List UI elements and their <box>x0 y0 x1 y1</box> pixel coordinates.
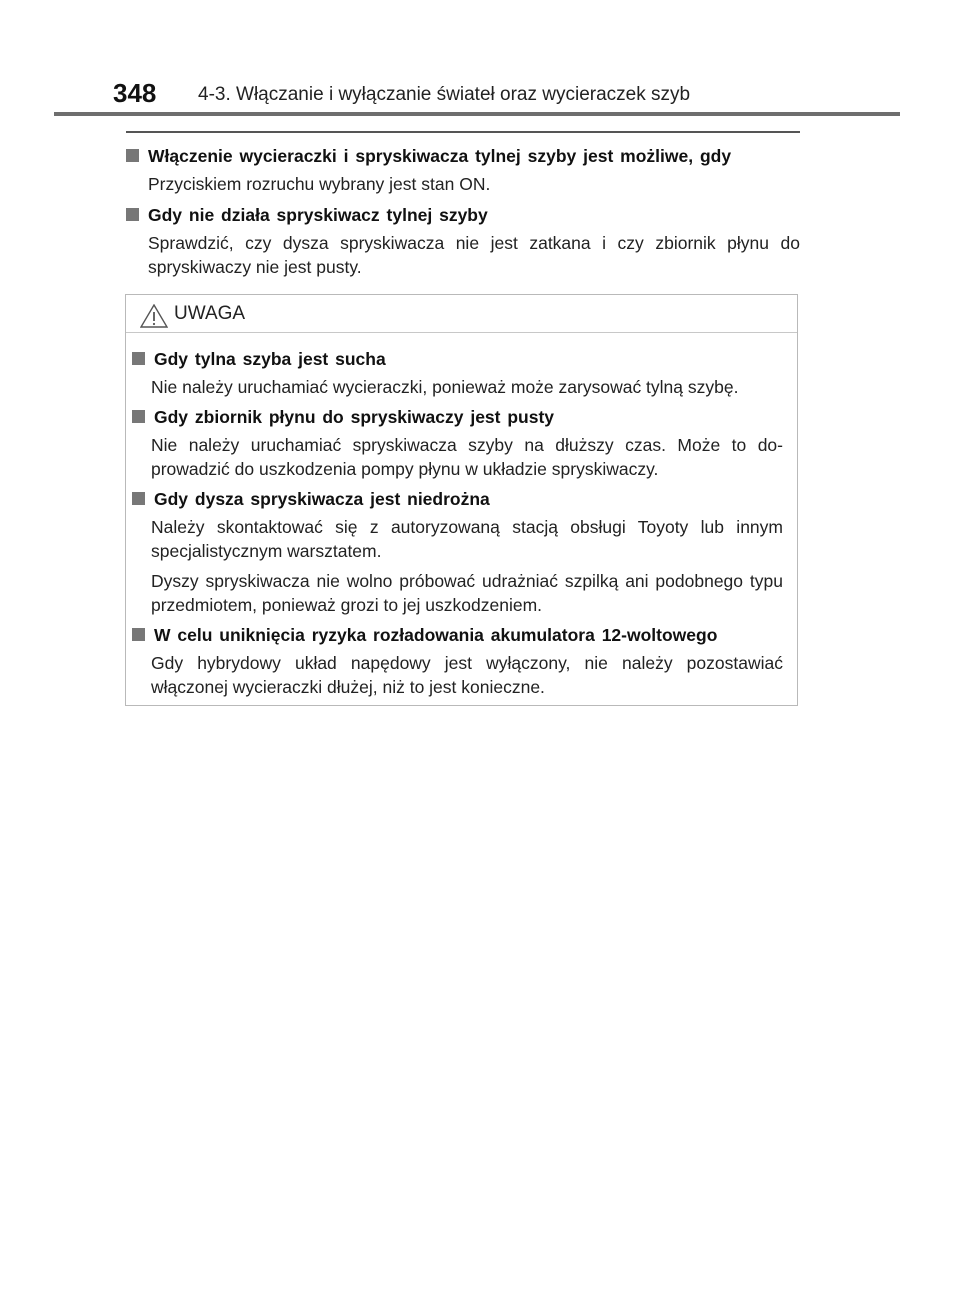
section-rear-washer-not-working <box>126 202 800 279</box>
section-heading: Gdy zbiornik płynu do spryskiwaczy jest pusty <box>132 404 783 430</box>
section-heading: W celu uniknięcia ryzyka rozładowania akumulatora 12-woltowego <box>132 622 783 648</box>
section-paragraph: Nie należy uruchamiać wycieraczki, ponieważ może zarysować tylną szybę. <box>151 377 739 397</box>
section-heading: Gdy dysza spryskiwacza jest niedrożna <box>132 486 783 512</box>
square-bullet-icon <box>132 352 145 365</box>
warning-section-battery-drain <box>132 622 783 699</box>
section-paragraph: Nie należy uruchamiać spryskiwacza szyby na dłuższy czas. Może to do-prowadzić do uszkodzenia pompy płynu w układzie spryskiwaczy. <box>151 435 783 479</box>
warning-section-dry-glass <box>132 346 783 399</box>
warning-header <box>126 295 797 333</box>
page-number: 348 <box>113 78 157 108</box>
square-bullet-icon <box>126 208 139 221</box>
content-divider <box>126 131 800 133</box>
square-bullet-icon <box>126 149 139 162</box>
chapter-title: 4-3. Włączanie i wyłączanie świateł oraz wycieraczek szyb <box>198 84 691 105</box>
section-paragraph: Należy skontaktować się z autoryzowaną stacją obsługi Toyoty lub innym specjalistycznym warsztatem. <box>151 517 783 561</box>
page-header <box>0 0 960 118</box>
section-heading: Włączenie wycieraczki i spryskiwacza tylnej szyby jest możliwe, gdy <box>126 143 800 169</box>
section-paragraph: Sprawdzić, czy dysza spryskiwacza nie jest zatkana i czy zbiornik płynu do spryskiwaczy nie jest pusty. <box>148 233 800 277</box>
square-bullet-icon <box>132 628 145 641</box>
square-bullet-icon <box>132 410 145 423</box>
warning-box <box>125 294 798 706</box>
main-content <box>126 143 800 285</box>
square-bullet-icon <box>132 492 145 505</box>
section-paragraph: Gdy hybrydowy układ napędowy jest wyłączony, nie należy pozostawiać włączonej wycieraczki dłużej, niż to jest konieczne. <box>151 653 783 697</box>
warning-body <box>126 333 797 699</box>
warning-section-clogged-nozzle <box>132 486 783 617</box>
section-paragraph: Przyciskiem rozruchu wybrany jest stan ON. <box>148 174 491 194</box>
section-rear-wiper-conditions <box>126 143 800 196</box>
warning-title: UWAGA <box>174 303 246 324</box>
warning-section-empty-tank <box>132 404 783 481</box>
warning-triangle-icon <box>140 304 168 333</box>
section-paragraph: Dyszy spryskiwacza nie wolno próbować udrażniać szpilką ani podobnego typu przedmiotem, ponieważ grozi to jej uszkodzeniem. <box>151 571 783 615</box>
section-heading: Gdy tylna szyba jest sucha <box>132 346 783 372</box>
section-heading: Gdy nie działa spryskiwacz tylnej szyby <box>126 202 800 228</box>
header-divider <box>54 112 900 116</box>
